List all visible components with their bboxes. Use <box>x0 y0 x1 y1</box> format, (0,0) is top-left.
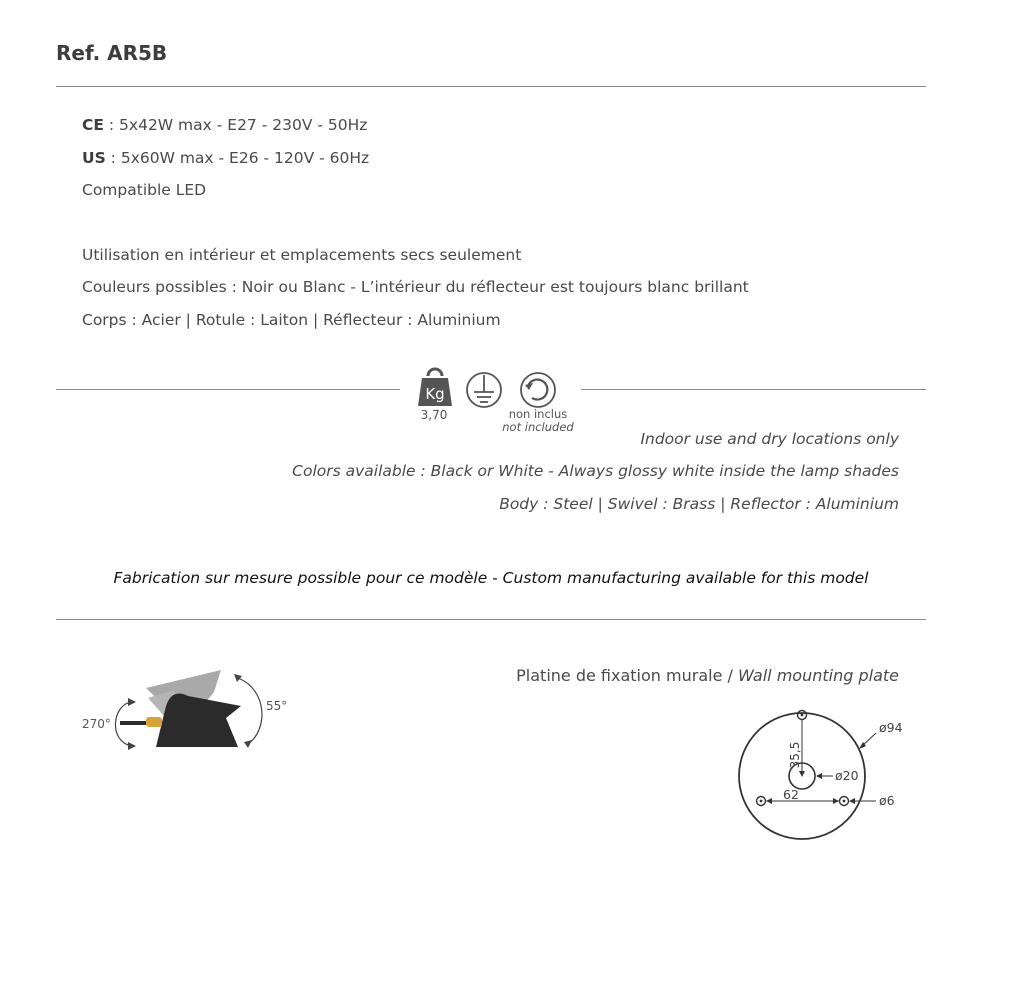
dim-outer: ø94 <box>879 720 903 735</box>
fr-usage: Utilisation en intérieur et emplacements secs seulement <box>82 246 522 264</box>
fr-colors: Couleurs possibles : Noir ou Blanc - L’intérieur du réflecteur est toujours blanc brillant <box>82 278 749 296</box>
tilt-arc <box>238 678 262 744</box>
spec-ce <box>82 116 367 134</box>
wall-plate-diagram <box>730 705 920 850</box>
dim-spacing: 62 <box>783 787 799 802</box>
plate-label-fr: Platine de fixation murale <box>516 666 723 685</box>
plate-label-separator: / <box>722 666 738 685</box>
dim-holes: ø6 <box>879 793 895 808</box>
lamp-shade <box>156 694 241 747</box>
spec-led: Compatible LED <box>82 181 207 199</box>
plate-label <box>516 666 899 685</box>
divider-bottom <box>56 619 926 620</box>
spec-ce-label: CE <box>82 116 104 134</box>
dim-offset: 35,5 <box>788 741 802 769</box>
spec-ce-value: : 5x42W max - E27 - 230V - 50Hz <box>103 116 368 134</box>
dimmer-icon <box>521 373 555 407</box>
ground-earth-icon <box>467 373 501 407</box>
spec-us <box>82 149 369 167</box>
icons-row <box>412 362 582 438</box>
spec-us-label: US <box>82 149 106 167</box>
rotation-label: 270° <box>82 717 111 731</box>
spec-us-value: : 5x60W max - E26 - 120V - 60Hz <box>105 149 370 167</box>
en-usage: Indoor use and dry locations only <box>640 430 899 448</box>
dim-center: ø20 <box>835 768 859 783</box>
lamp-rotation-diagram <box>76 660 306 760</box>
brass-swivel <box>146 717 162 727</box>
plate-label-en: Wall mounting plate <box>737 666 899 685</box>
kettlebell-weight-icon <box>418 369 452 406</box>
weight-unit: Kg <box>425 385 445 403</box>
divider-left <box>56 389 400 390</box>
divider <box>56 86 926 87</box>
dimmer-note-en: not included <box>502 420 574 434</box>
custom-manufacturing-note: Fabrication sur mesure possible pour ce modèle - Custom manufacturing available for this model <box>113 569 869 587</box>
weight-value: 3,70 <box>420 408 448 422</box>
en-colors: Colors available : Black or White - Always glossy white inside the lamp shades <box>292 462 899 480</box>
tilt-label: 55° <box>266 699 288 713</box>
dimmer-note-fr: non inclus <box>508 407 568 421</box>
en-materials: Body : Steel | Swivel : Brass | Reflector : Aluminium <box>499 495 899 513</box>
divider-right <box>581 389 926 390</box>
fr-materials: Corps : Acier | Rotule : Laiton | Réflecteur : Aluminium <box>82 311 501 329</box>
page-title: Ref. AR5B <box>56 41 168 65</box>
